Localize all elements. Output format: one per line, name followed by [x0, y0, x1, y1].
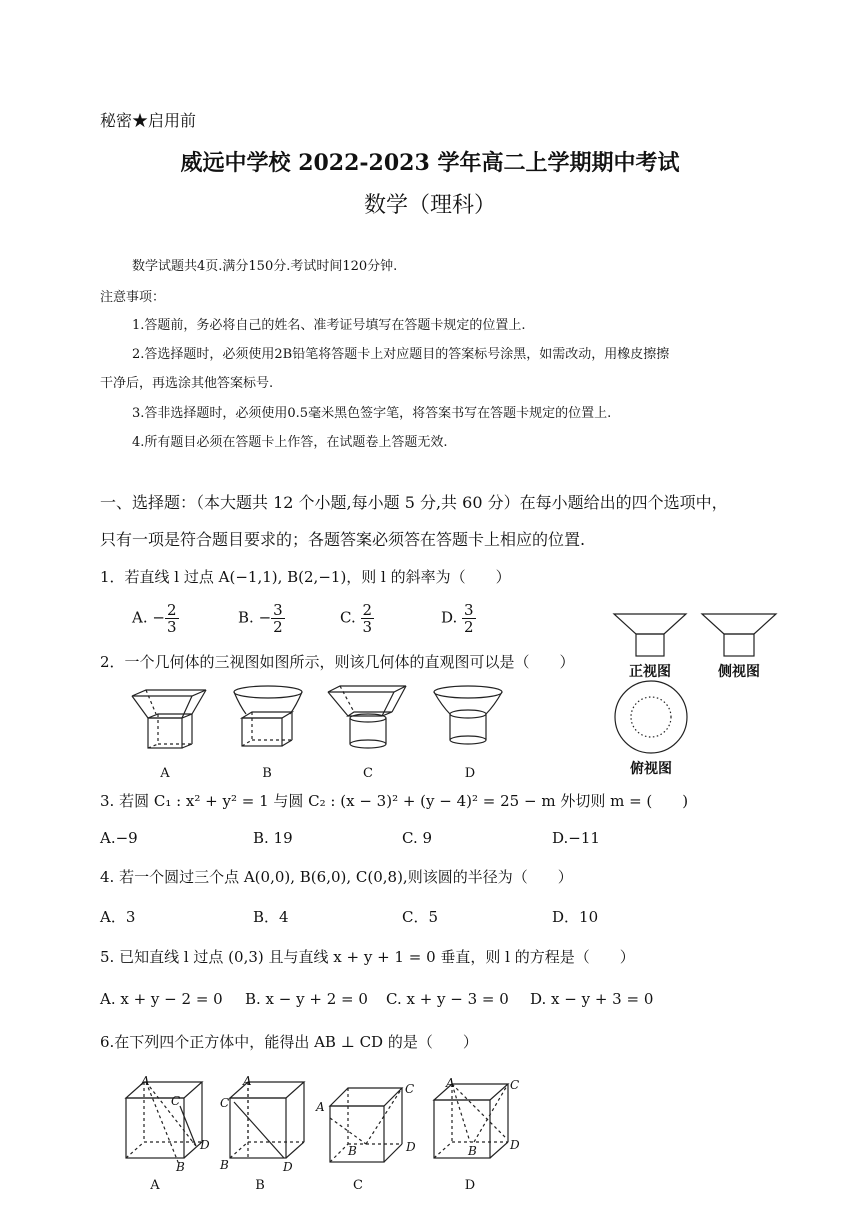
denominator: 2	[273, 618, 283, 636]
q1-stem: 1．若直线 l 过点 A(−1,1), B(2,−1)，则 l 的斜率为（ ）	[100, 568, 511, 586]
q2-figure-d	[432, 684, 504, 754]
front-view-figure	[612, 612, 692, 662]
cube-c-point-c: C	[405, 1082, 415, 1096]
q4-option-d: D．10	[552, 908, 599, 926]
q3-option-b: B. 19	[253, 829, 293, 847]
q2-option-d: D	[464, 766, 476, 781]
q3-stem: 3. 若圆 C₁ : x² + y² = 1 与圆 C₂ : (x − 3)² + (y − 4)² = 25 − m 外切则 m = ( )	[100, 792, 689, 810]
section1-line1: 一、选择题：（本大题共 12 个小题,每小题 5 分,共 60 分）在每小题给出的四个选项中，	[100, 493, 728, 512]
denominator: 2	[464, 618, 474, 636]
q5-option-d: D. x − y + 3 = 0	[530, 990, 654, 1008]
q6-option-c: C	[353, 1178, 363, 1193]
q6-stem: 6.在下列四个正方体中，能得出 AB ⊥ CD 的是（ ）	[100, 1033, 478, 1051]
notes-item-2: 2.答选择题时，必须使用2B铅笔将答题卡上对应题目的答案标号涂黑，如需改动，用橡皮擦擦	[132, 347, 670, 362]
q1-option-b	[238, 602, 285, 635]
q2-figure-a	[130, 688, 210, 758]
numerator: 2	[362, 601, 373, 619]
q5-option-a: A. x + y − 2 = 0	[100, 990, 223, 1008]
cube-a-point-d: D	[200, 1138, 210, 1152]
notes-item-3: 3.答非选择题时，必须使用0.5毫米黑色签字笔，将答案书写在答题卡规定的位置上.	[132, 406, 612, 421]
q6-cube-b	[222, 1076, 312, 1176]
q4-option-a: A．3	[100, 908, 136, 926]
exam-title: 威远中学校 2022-2023 学年高二上学期期中考试	[180, 150, 680, 176]
numerator: 3	[273, 601, 283, 619]
option-label: A.	[132, 608, 148, 627]
numerator: 2	[166, 601, 177, 619]
q1-option-c	[340, 602, 374, 635]
option-label: C.	[340, 608, 356, 627]
q1-option-d	[441, 602, 476, 635]
side-view-label: 侧视图	[718, 664, 760, 680]
section1-line2: 只有一项是符合题目要求的；各题答案必须答在答题卡上相应的位置.	[100, 530, 586, 549]
top-view-figure	[614, 680, 694, 760]
q3-option-a: A.−9	[100, 829, 138, 847]
front-view-label: 正视图	[629, 664, 671, 680]
cube-b-point-d: D	[283, 1160, 293, 1174]
cube-d-point-a: A	[446, 1076, 455, 1090]
side-view-figure	[700, 612, 780, 662]
option-fraction	[361, 602, 375, 635]
q2-option-c: C	[363, 766, 373, 781]
cube-c-point-a: A	[316, 1100, 325, 1114]
q6-option-a: A	[150, 1178, 160, 1193]
q6-cube-d	[430, 1076, 520, 1176]
notes-item-1: 1.答题前，务必将自己的姓名、准考证号填写在答题卡规定的位置上.	[132, 318, 526, 333]
cube-d-point-c: C	[510, 1078, 520, 1092]
notes-item-4: 4.所有题目必须在答题卡上作答，在试题卷上答题无效.	[132, 435, 448, 450]
option-fraction	[165, 602, 179, 635]
q6-option-b: B	[255, 1178, 265, 1193]
cube-a-point-a: A	[141, 1074, 150, 1088]
notes-heading: 注意事项：	[100, 290, 166, 305]
cube-a-point-b: B	[176, 1160, 185, 1174]
exam-subtitle: 数学（理科）	[363, 193, 496, 218]
q4-option-b: B．4	[253, 908, 289, 926]
secret-label: 秘密★启用前	[100, 111, 197, 130]
q2-figure-b	[232, 684, 312, 754]
option-label: B.	[238, 608, 254, 627]
denominator: 3	[362, 618, 373, 636]
q5-option-b: B. x − y + 2 = 0	[245, 990, 368, 1008]
cube-c-point-b: B	[348, 1144, 357, 1158]
denominator: 3	[166, 618, 177, 636]
option-label: D.	[441, 608, 458, 627]
cube-b-point-b: B	[220, 1158, 229, 1172]
q2-option-b: B	[262, 766, 272, 781]
cube-a-point-c: C	[171, 1094, 181, 1108]
q2-option-a: A	[160, 766, 170, 781]
cube-b-point-c: C	[220, 1096, 230, 1110]
numerator: 3	[464, 601, 474, 619]
q3-option-c: C. 9	[402, 829, 433, 847]
q5-stem: 5. 已知直线 l 过点 (0,3) 且与直线 x + y + 1 = 0 垂直，则 l 的方程是（ ）	[100, 948, 635, 966]
cube-b-point-a: A	[243, 1074, 252, 1088]
option-fraction	[271, 602, 285, 635]
cube-c-point-d: D	[406, 1140, 416, 1154]
cube-d-point-b: B	[468, 1144, 477, 1158]
cube-d-point-d: D	[510, 1138, 520, 1152]
notes-item-2-cont: 干净后，再选涂其他答案标号.	[100, 376, 274, 391]
q6-cube-a	[120, 1076, 210, 1176]
option-fraction	[462, 602, 476, 635]
option-sign: −	[258, 608, 272, 627]
q4-option-c: C．5	[402, 908, 439, 926]
q3-option-d: D.−11	[552, 829, 600, 847]
q6-cube-c	[326, 1076, 416, 1176]
q4-stem: 4. 若一个圆过三个点 A(0,0), B(6,0), C(0,8),则该圆的半径为（ ）	[100, 868, 573, 886]
q2-figure-c	[326, 684, 410, 754]
q1-option-a	[132, 602, 179, 635]
option-sign: −	[152, 608, 165, 627]
notes-intro: 数学试题共4页.满分150分.考试时间120分钟.	[132, 259, 398, 274]
q6-option-d: D	[464, 1178, 476, 1193]
top-view-label: 俯视图	[630, 761, 672, 777]
q2-stem: 2．一个几何体的三视图如图所示，则该几何体的直观图可以是（ ）	[100, 653, 575, 671]
q5-option-c: C. x + y − 3 = 0	[386, 990, 509, 1008]
